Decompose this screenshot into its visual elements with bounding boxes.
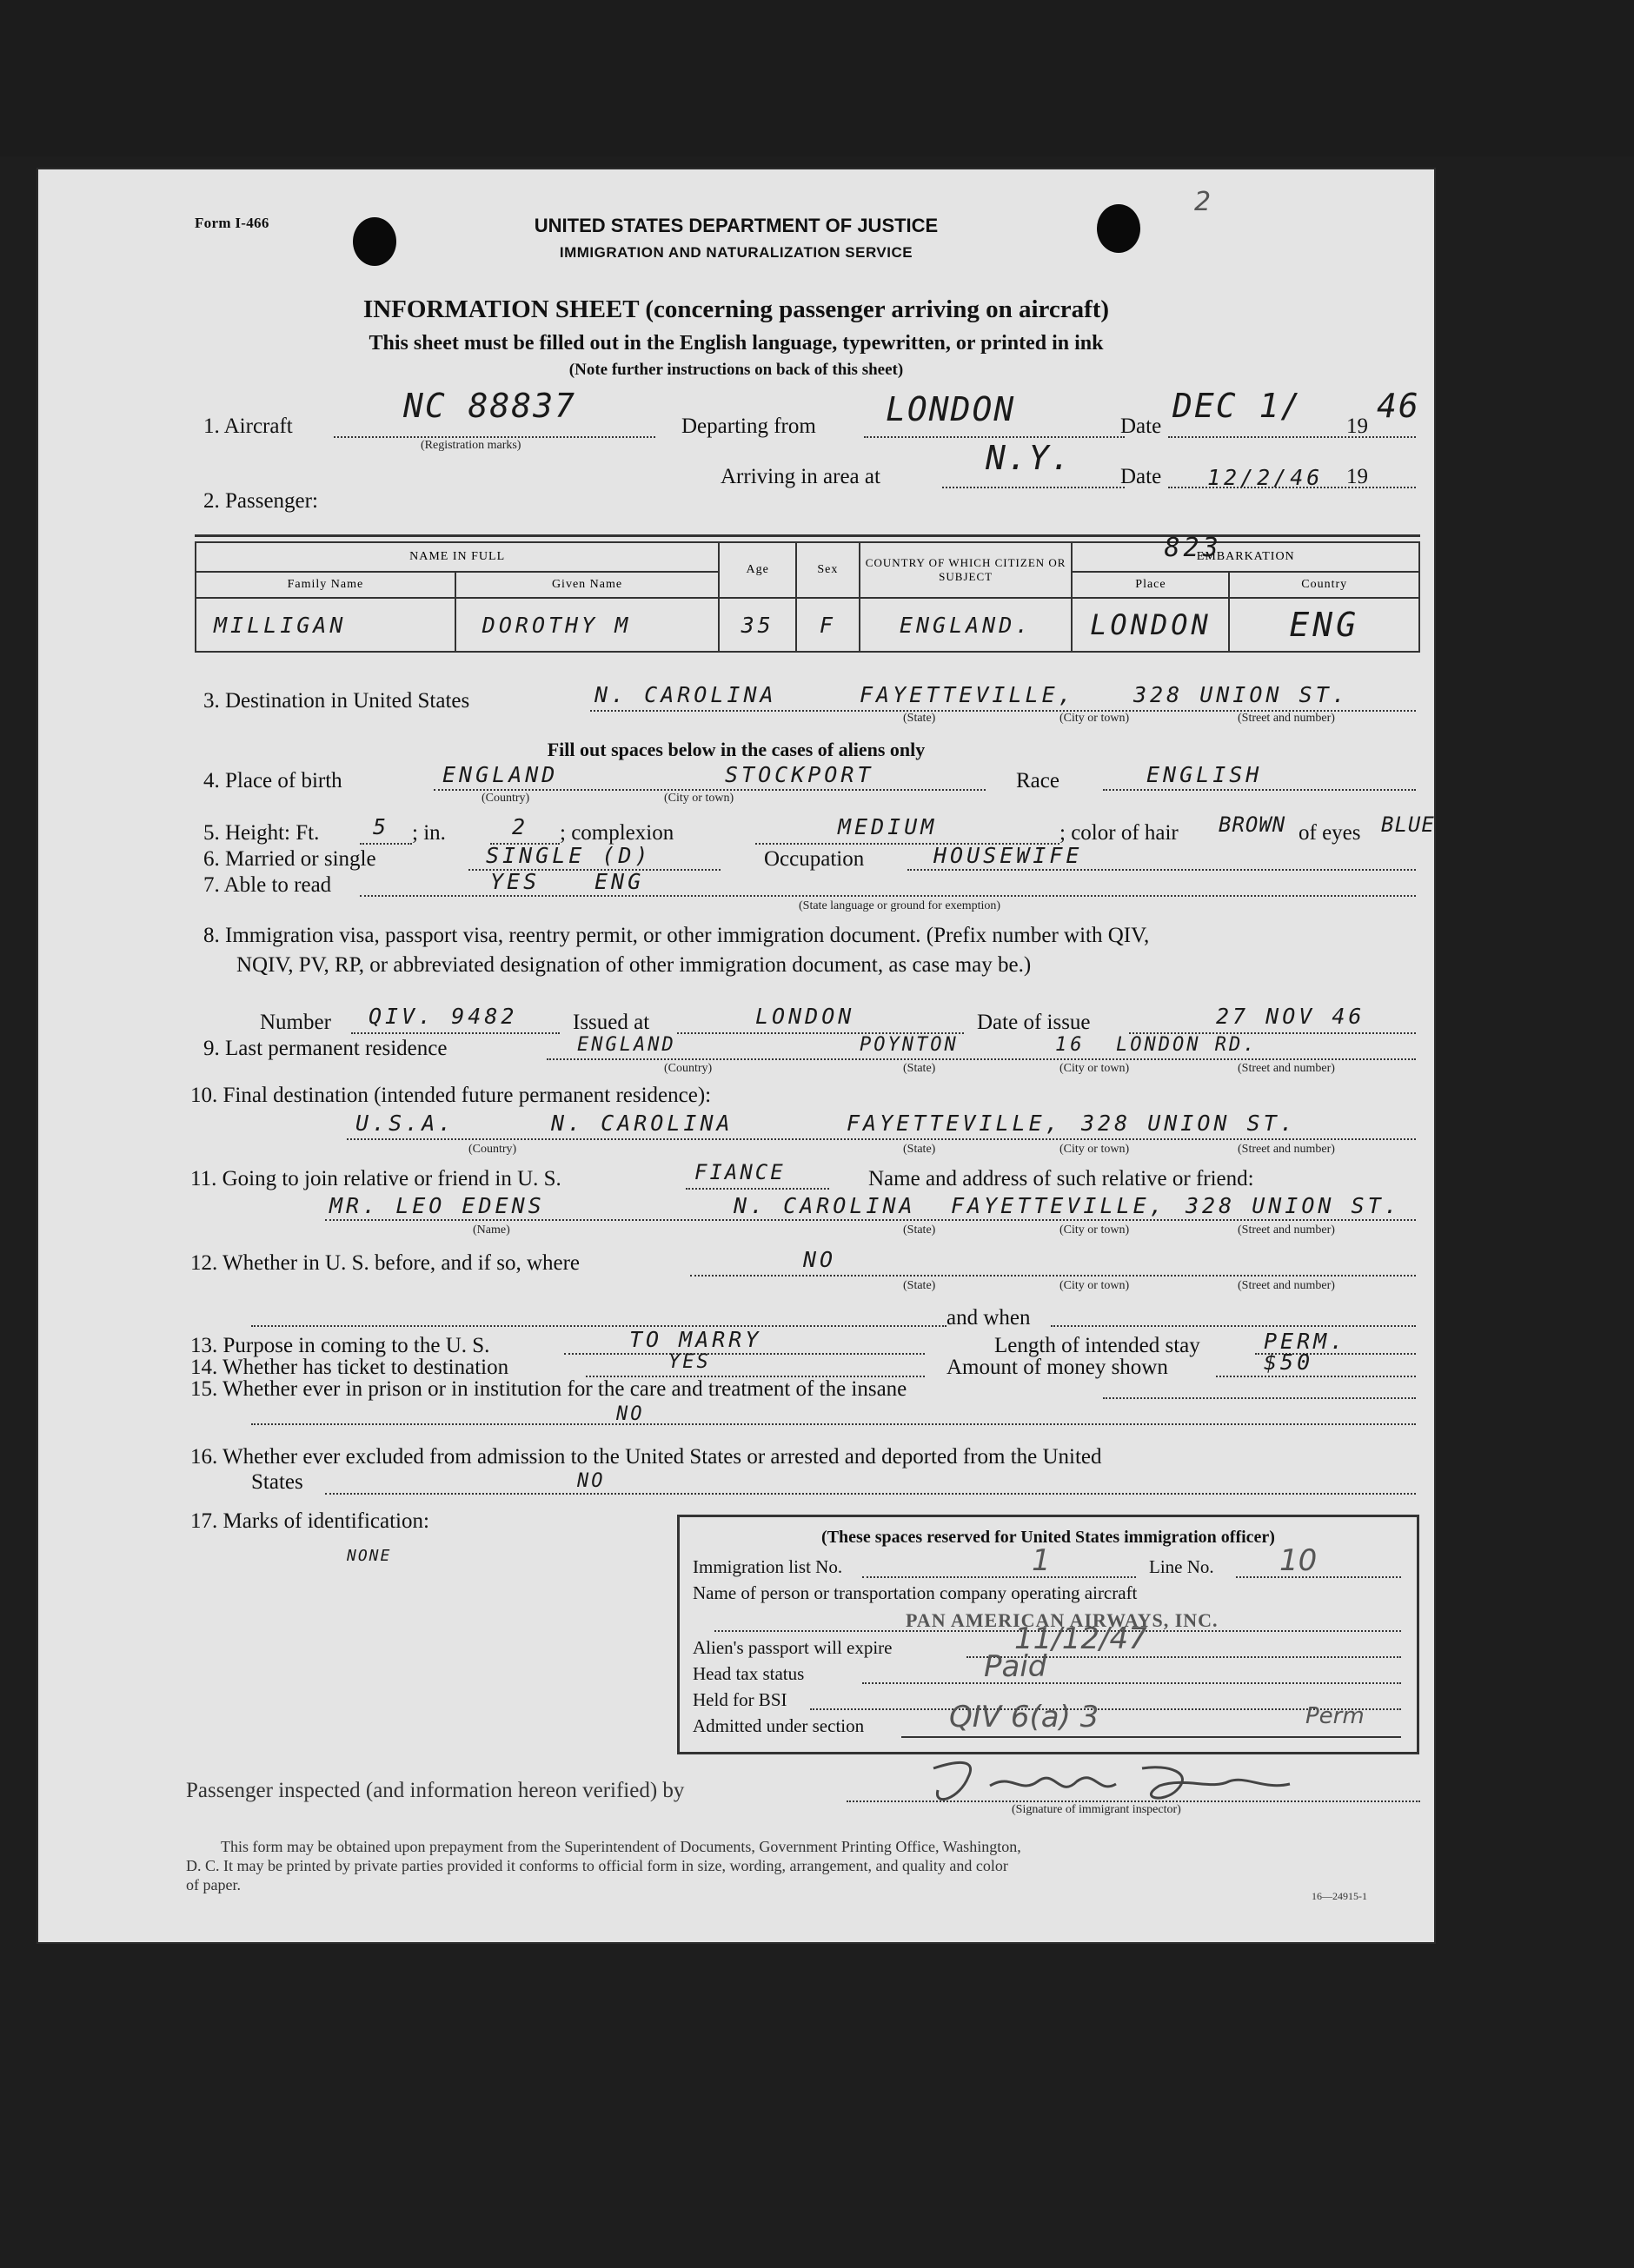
- destination-state-caption: (State): [903, 712, 936, 725]
- form-instruction: This sheet must be filled out in the English language, typewritten, or printed in ink: [369, 332, 1104, 355]
- money-value: $50: [1264, 1350, 1314, 1375]
- issue-date-value: 27 NOV 46: [1216, 1004, 1365, 1029]
- destination-state: N. CAROLINA: [594, 682, 777, 707]
- line-label: Line No.: [1149, 1556, 1214, 1577]
- passenger-table: [195, 533, 1420, 653]
- before-street-caption: (Street and number): [1238, 1279, 1335, 1292]
- given-name-value: DOROTHY M: [455, 598, 719, 652]
- destination-label: 3. Destination in United States: [203, 689, 470, 713]
- birth-country: ENGLAND: [442, 762, 559, 787]
- married-value: SINGLE (D): [486, 843, 652, 868]
- before-label: 12. Whether in U. S. before, and if so, where: [190, 1251, 581, 1275]
- arrival-year: 19: [1346, 465, 1368, 488]
- last-residence-country: ENGLAND: [577, 1034, 676, 1056]
- top-pencil-mark: 2: [1194, 187, 1212, 217]
- final-destination-street-caption: (Street and number): [1238, 1143, 1335, 1156]
- destination-street: 328 UNION ST.: [1133, 682, 1349, 707]
- embarkation-number: 823: [1164, 533, 1222, 563]
- occupation-label: Occupation: [764, 847, 865, 871]
- issue-date-label: Date of issue: [977, 1011, 1091, 1034]
- complexion-value: MEDIUM: [838, 814, 938, 839]
- height-in: 2: [512, 814, 529, 839]
- departure-year-prefix: 19: [1346, 414, 1368, 438]
- form-note: (Note further instructions on back of this sheet): [568, 361, 904, 379]
- height-label: 5. Height: Ft.: [203, 821, 320, 845]
- form-title: INFORMATION SHEET (concerning passenger arriving on aircraft): [362, 295, 1110, 323]
- visa-number-label: Number: [260, 1011, 331, 1034]
- birth-label: 4. Place of birth: [203, 769, 342, 792]
- destination-city: FAYETTEVILLE,: [860, 682, 1075, 707]
- purpose-value: TO MARRY: [629, 1327, 762, 1352]
- line-value: 10: [1279, 1543, 1318, 1578]
- final-destination-label: 10. Final destination (intended future permanent residence):: [190, 1084, 712, 1107]
- scan-border-top: [0, 0, 1634, 156]
- departure-year: 46: [1377, 387, 1420, 425]
- final-destination-city-caption: (City or town): [1059, 1143, 1130, 1156]
- occupation-value: HOUSEWIFE: [933, 843, 1083, 868]
- excluded-label-line1: 16. Whether ever excluded from admission to the United States or arrested and deported from the United: [190, 1445, 1102, 1469]
- last-residence-state-caption: (State): [903, 1062, 936, 1075]
- section-label: Admitted under section: [693, 1715, 865, 1736]
- arriving-label: Arriving in area at: [721, 465, 880, 488]
- embark-country-value: ENG: [1229, 598, 1419, 652]
- before-state-caption: (State): [903, 1279, 936, 1292]
- footer-line2: D. C. It may be printed by private parties provided it conforms to official form in size, wording, arrangement, and quality and color: [186, 1857, 1008, 1874]
- ticket-value: YES: [668, 1351, 711, 1373]
- joining-city-caption: (City or town): [1059, 1224, 1130, 1237]
- joining-street-caption: (Street and number): [1238, 1224, 1335, 1237]
- list-label: Immigration list No.: [693, 1556, 843, 1577]
- service-name: IMMIGRATION AND NATURALIZATION SERVICE: [559, 244, 913, 261]
- final-destination-country-caption: (Country): [468, 1143, 517, 1156]
- family-name-header: Family Name: [196, 572, 455, 598]
- excluded-value: NO: [577, 1470, 606, 1492]
- final-destination-state: N. CAROLINA: [551, 1111, 734, 1136]
- before-value: NO: [803, 1247, 837, 1272]
- destination-city-caption: (City or town): [1059, 712, 1130, 725]
- age-header: Age: [719, 542, 796, 598]
- joining-name-label: Name and address of such relative or friend:: [868, 1167, 1254, 1190]
- departure-date: DEC 1/: [1172, 387, 1303, 425]
- joining-city: FAYETTEVILLE,: [951, 1193, 1166, 1218]
- expire-label: Alien's passport will expire: [693, 1637, 893, 1658]
- embark-place-value: LONDON: [1072, 598, 1229, 652]
- married-label: 6. Married or single: [203, 847, 376, 871]
- family-name-value: MILLIGAN: [196, 598, 455, 652]
- sex-value: F: [796, 598, 860, 652]
- company-label: Name of person or transportation company operating aircraft: [693, 1582, 1138, 1603]
- form-paper: [38, 169, 1434, 1942]
- aircraft-caption: (Registration marks): [421, 439, 521, 452]
- issued-value: LONDON: [755, 1004, 855, 1029]
- date-label: Date: [1120, 414, 1162, 438]
- last-residence-label: 9. Last permanent residence: [203, 1037, 448, 1060]
- stay-value: PERM.: [1264, 1329, 1347, 1354]
- visa-label-line1: 8. Immigration visa, passport visa, reentry permit, or other immigration document. (Prefix number with QIV,: [203, 924, 1150, 947]
- birth-city-caption: (City or town): [664, 792, 734, 805]
- when-label: and when: [947, 1306, 1031, 1330]
- bsi-label: Held for BSI: [693, 1689, 787, 1710]
- form-print-code: 16—24915-1: [1312, 1890, 1367, 1902]
- aliens-only-note: Fill out spaces below in the cases of aliens only: [547, 739, 926, 760]
- embarkation-header: [1072, 533, 1419, 572]
- read-value: YES: [490, 869, 541, 894]
- last-residence-street-caption: (Street and number): [1238, 1062, 1335, 1075]
- footer-line3: of paper.: [186, 1876, 241, 1893]
- departing-label: Departing from: [681, 414, 816, 438]
- final-destination-street: 328 UNION ST.: [1081, 1111, 1297, 1136]
- joining-label: 11. Going to join relative or friend in U. S.: [190, 1167, 561, 1190]
- last-residence-city-caption: (City or town): [1059, 1062, 1130, 1075]
- visa-number: QIV. 9482: [369, 1004, 518, 1029]
- purpose-label: 13. Purpose in coming to the U. S.: [190, 1334, 490, 1357]
- read-label: 7. Able to read: [203, 873, 332, 897]
- read-language: ENG: [594, 869, 645, 894]
- eyes-value: BLUE: [1381, 812, 1435, 837]
- hair-label: ; color of hair: [1059, 821, 1179, 845]
- last-residence-street: LONDON RD.: [1116, 1034, 1258, 1056]
- height-in-label: ; in.: [412, 821, 446, 845]
- hair-value: BROWN: [1219, 812, 1286, 837]
- arrival-date: 12/2/46: [1207, 465, 1324, 490]
- aircraft-registration: NC 88837: [403, 387, 577, 425]
- final-destination-state-caption: (State): [903, 1143, 936, 1156]
- officer-box-title: (These spaces reserved for United States immigration officer): [821, 1528, 1275, 1547]
- country-header: Country: [1229, 572, 1419, 598]
- expire-value: 11/12/47: [1014, 1621, 1147, 1656]
- footer-line1: This form may be obtained upon prepayment from the Superintendent of Documents, Government Printing Office, Washington,: [221, 1838, 1021, 1855]
- citizen-header: COUNTRY OF WHICH CITIZEN OR SUBJECT: [860, 542, 1073, 598]
- embarkation-label: EMBARKATION: [1196, 550, 1295, 563]
- arrival-date-label: Date: [1120, 465, 1162, 488]
- joining-relation: FIANCE: [694, 1160, 786, 1184]
- complexion-label: ; complexion: [560, 821, 674, 845]
- joining-name-caption: (Name): [473, 1224, 510, 1237]
- list-value: 1: [1032, 1543, 1051, 1578]
- company-stamp: PAN AMERICAN AIRWAYS, INC.: [906, 1609, 1219, 1631]
- sex-header: Sex: [796, 542, 860, 598]
- given-name-header: Given Name: [455, 572, 719, 598]
- place-header: Place: [1072, 572, 1229, 598]
- officer-box: [677, 1515, 1419, 1754]
- read-caption: (State language or ground for exemption): [799, 899, 1001, 912]
- last-residence-city: 16: [1055, 1034, 1086, 1056]
- destination-street-caption: (Street and number): [1238, 712, 1335, 725]
- birth-city: STOCKPORT: [725, 762, 874, 787]
- passenger-label: 2. Passenger:: [203, 489, 318, 513]
- name-in-full-header: NAME IN FULL: [196, 542, 719, 572]
- departing-value: LONDON: [886, 390, 1016, 428]
- race-value: ENGLISH: [1146, 762, 1263, 787]
- stay-label: Length of intended stay: [994, 1334, 1200, 1357]
- marks-label: 17. Marks of identification:: [190, 1509, 429, 1533]
- joining-street: 328 UNION ST.: [1186, 1193, 1401, 1218]
- section-value: QIV 6(a) 3: [949, 1700, 1099, 1734]
- aircraft-label: 1. Aircraft: [203, 414, 293, 438]
- citizen-value: ENGLAND.: [860, 598, 1073, 652]
- eyes-label: of eyes: [1299, 821, 1361, 845]
- signature-caption: (Signature of immigrant inspector): [1012, 1803, 1181, 1816]
- money-label: Amount of money shown: [947, 1356, 1168, 1379]
- joining-state: N. CAROLINA: [734, 1193, 916, 1218]
- marks-value: NONE: [347, 1547, 392, 1565]
- form-number: Form I-466: [195, 215, 269, 231]
- section-note: Perm: [1305, 1703, 1365, 1729]
- age-value: 35: [719, 598, 796, 652]
- race-label: Race: [1016, 769, 1059, 792]
- ticket-label: 14. Whether has ticket to destination: [190, 1356, 509, 1379]
- arriving-value: N.Y.: [986, 439, 1073, 477]
- birth-country-caption: (Country): [482, 792, 530, 805]
- final-destination-country: U.S.A.: [355, 1111, 455, 1136]
- joining-name: MR. LEO EDENS: [329, 1193, 545, 1218]
- inspected-label: Passenger inspected (and information hereon verified) by: [186, 1779, 685, 1802]
- last-residence-country-caption: (Country): [664, 1062, 713, 1075]
- issued-label: Issued at: [573, 1011, 650, 1034]
- last-residence-state: POYNTON: [860, 1034, 959, 1056]
- headtax-label: Head tax status: [693, 1663, 805, 1684]
- prison-label: 15. Whether ever in prison or in institution for the care and treatment of the insane: [190, 1377, 907, 1401]
- height-ft: 5: [373, 814, 390, 839]
- prison-value: NO: [616, 1403, 645, 1425]
- joining-state-caption: (State): [903, 1224, 936, 1237]
- headtax-value: Paid: [984, 1649, 1047, 1684]
- department-name: UNITED STATES DEPARTMENT OF JUSTICE: [534, 215, 939, 236]
- excluded-label-line2: States: [251, 1470, 303, 1494]
- before-city-caption: (City or town): [1059, 1279, 1130, 1292]
- visa-label-line2: NQIV, PV, RP, or abbreviated designation of other immigration document, as case may be.): [236, 953, 1032, 977]
- final-destination-city: FAYETTEVILLE,: [847, 1111, 1062, 1136]
